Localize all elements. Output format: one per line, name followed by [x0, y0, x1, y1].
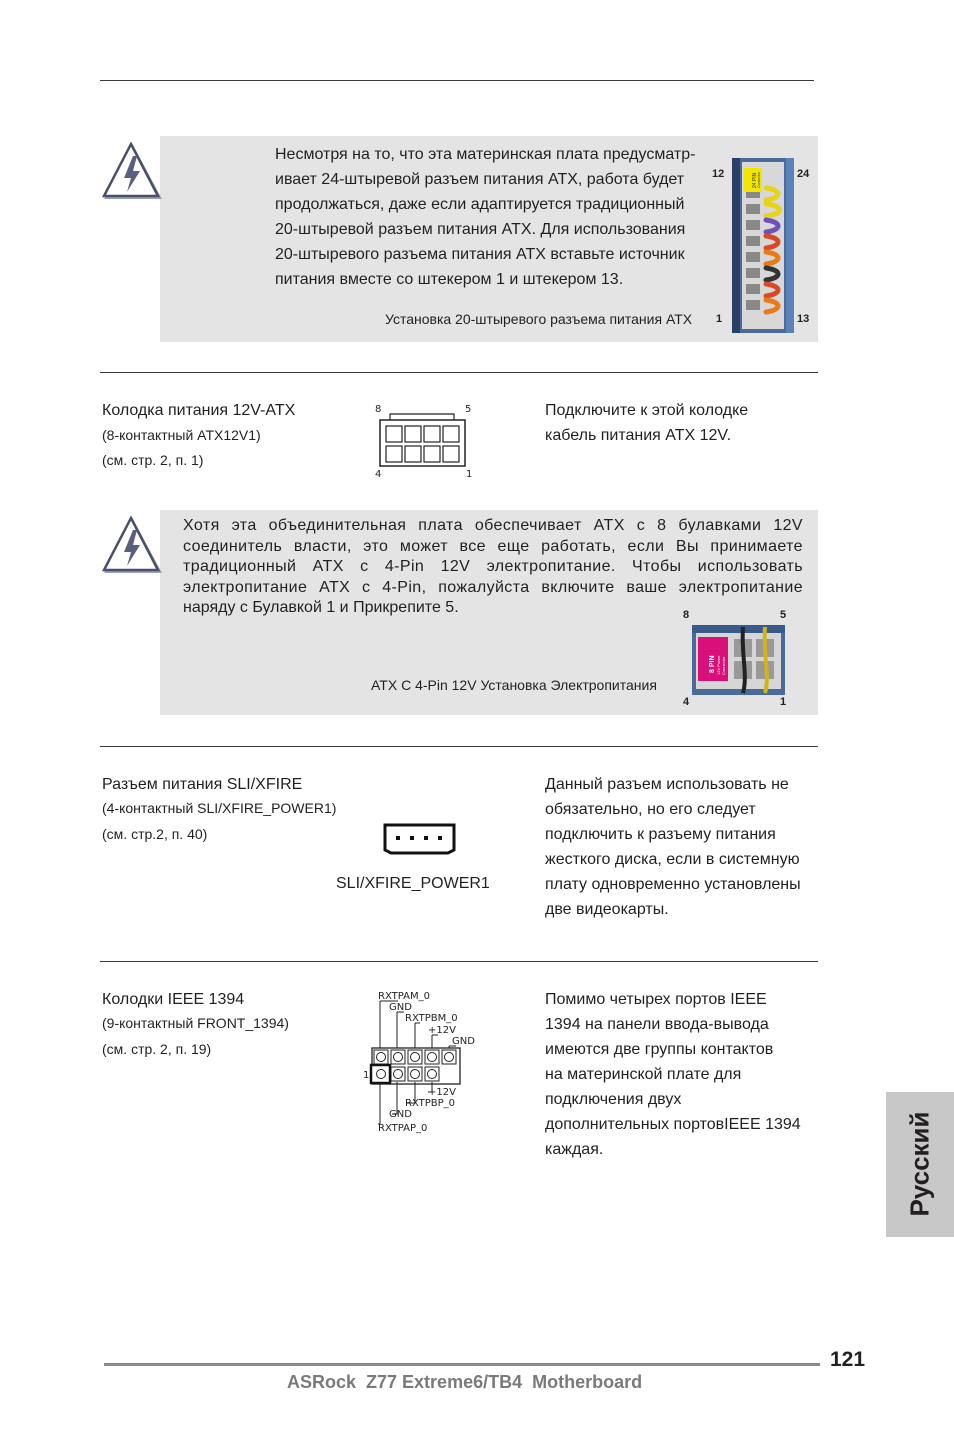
pin-label: RXTPBM_0 — [405, 1013, 458, 1024]
ieee1394-header-diagram — [360, 986, 480, 1136]
note-line: Хотя эта объединительная плата обеспечивает ATX с 8 булавками 12V — [183, 517, 803, 534]
atx12v-sub: (8-контактный ATX12V1) — [102, 427, 261, 443]
pin-label: RXTPBP_0 — [405, 1098, 456, 1109]
connector-label: 24 PIN — [752, 172, 758, 188]
sli-description — [545, 772, 801, 922]
note-line: продолжаться, даже если адаптируется традиционный — [275, 196, 685, 213]
desc-line: подключения двух — [545, 1091, 682, 1108]
desc-line: две видеокарты. — [545, 901, 669, 918]
connector-label: 8 PIN — [709, 655, 716, 673]
desc-line: Подключите к этой колодке — [545, 402, 749, 419]
footer-rule — [104, 1363, 820, 1366]
page-number: 121 — [830, 1348, 866, 1371]
desc-line: подключить к разъему питания — [545, 826, 776, 843]
pin-label: RXTPAM_0 — [378, 991, 430, 1002]
atx12v-ref: (см. стр. 2, п. 1) — [102, 452, 204, 468]
desc-line: Данный разъем использовать не — [545, 776, 789, 793]
sli-connector-name: SLI/XFIRE_POWER1 — [336, 875, 490, 892]
note-line: ивает 24-штыревой разъем питания ATX, работа будет — [275, 171, 685, 188]
language-label: Русский — [904, 1111, 935, 1217]
pin-label: GND — [389, 1002, 412, 1013]
desc-line: дополнительных портовIEEE 1394 — [545, 1116, 801, 1133]
sli-connector-diagram — [382, 822, 457, 856]
atx12v-description — [545, 398, 748, 448]
section-rule — [100, 961, 818, 962]
desc-line: имеются две группы контактов — [545, 1041, 774, 1058]
pin-label: +12V — [428, 1087, 456, 1098]
desc-line: обязательно, но его следует — [545, 801, 756, 818]
pin-label: +12V — [428, 1025, 456, 1036]
sli-title: Разъем питания SLI/XFIRE — [102, 776, 303, 793]
pin-label: 1 — [780, 696, 787, 708]
note-text-24pin — [275, 142, 725, 292]
pin-label: GND — [389, 1109, 412, 1120]
connector-label: Connector — [721, 656, 726, 675]
note-line: соединитель власти, это может все еще работать, если Вы принимаете — [183, 537, 803, 555]
note-line: питания вместе со штекером 1 и штекером 13. — [275, 271, 624, 288]
pin-label: 4 — [683, 696, 690, 708]
atx12v-title: Колодка питания 12V-ATX — [102, 402, 296, 419]
pin-label: 4 — [375, 469, 382, 480]
note-line: Несмотря на то, что эта материнская плата предусматр- — [275, 146, 696, 163]
pin-label: 1 — [466, 469, 473, 480]
caption-24pin: Установка 20-штыревого разъема питания ATX — [385, 311, 693, 327]
desc-line: на материнской плате для — [545, 1066, 742, 1083]
pin-label: 24 — [797, 168, 810, 180]
pin-label: 5 — [465, 404, 472, 415]
connector-label: 12V Power — [716, 655, 721, 675]
note-line: традиционный ATX с 4-Pin 12V электропитание. Чтобы использовать — [183, 558, 803, 575]
desc-line: 1394 на панели ввода-вывода — [545, 1016, 769, 1033]
note-text-4pin — [183, 516, 803, 598]
note-line: электропитание ATX с 4-Pin, пожалуйста включите ваше электропитание — [183, 578, 803, 596]
caption-4pin: ATX С 4-Pin 12V Установка Электропитания — [371, 677, 657, 693]
note-line: 20-штыревой разъем питания ATX. Для использования — [275, 221, 686, 238]
sli-ref: (см. стр.2, п. 40) — [102, 826, 208, 842]
pin-label: 5 — [780, 609, 787, 621]
note-line: 20-штыревого разъема питания ATX вставьте источник — [275, 246, 685, 263]
warning-icon — [100, 516, 162, 574]
language-side-tab — [886, 1092, 954, 1237]
pin-label: RXTPAP_0 — [378, 1123, 428, 1134]
footer-product: ASRock Z77 Extreme6/TB4 Motherboard — [287, 1372, 643, 1392]
ieee-sub: (9-контактный FRONT_1394) — [102, 1015, 289, 1031]
desc-line: жесткого диска, если в системную — [545, 851, 800, 868]
pin-label: 8 — [683, 609, 690, 621]
header-rule — [100, 80, 814, 81]
desc-line: плату одновременно установлены — [545, 876, 801, 893]
ieee-ref: (см. стр. 2, п. 19) — [102, 1041, 212, 1057]
sli-sub: (4-контактный SLI/XFIRE_POWER1) — [102, 800, 337, 816]
pin-label: 13 — [797, 313, 810, 325]
section-rule — [100, 746, 818, 747]
pin-label: GND — [452, 1036, 475, 1047]
desc-line: кабель питания ATX 12V. — [545, 427, 732, 444]
ieee-title: Колодки IEEE 1394 — [102, 991, 245, 1008]
note-line-last: наряду с Булавкой 1 и Прикрепите 5. — [183, 599, 459, 616]
desc-line: каждая. — [545, 1141, 604, 1158]
connector-label: Connector — [757, 171, 761, 188]
atx12v-connector-diagram — [370, 400, 480, 482]
section-rule — [100, 372, 818, 373]
desc-line: Помимо четырех портов IEEE — [545, 991, 767, 1008]
ieee-description — [545, 987, 801, 1162]
pin1-label: 1 — [363, 1070, 370, 1081]
pin-label: 8 — [375, 404, 382, 415]
pin-label: 1 — [716, 313, 723, 325]
atx-4pin-photo — [692, 625, 785, 695]
atx-24pin-photo — [732, 158, 794, 333]
warning-icon — [100, 142, 162, 200]
pin-label: 12 — [712, 168, 725, 180]
